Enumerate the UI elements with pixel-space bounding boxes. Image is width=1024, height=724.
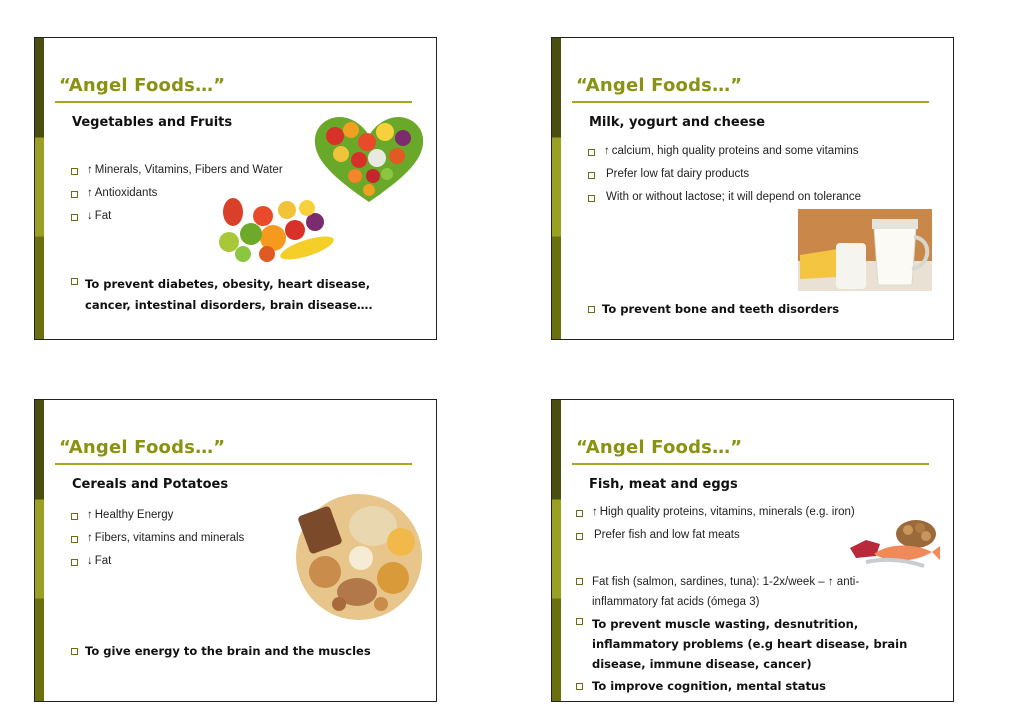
- slide-accent-bar: [552, 38, 561, 339]
- bullet-item: ↑ High quality proteins, vitamins, minerals (e.g. iron): [576, 501, 855, 524]
- arrow-up-icon: ↑: [604, 145, 610, 157]
- slide-title: “Angel Foods…”: [576, 75, 743, 96]
- arrow-up-icon: ↑: [87, 187, 93, 199]
- bullet-item: ↑ Minerals, Vitamins, Fibers and Water: [71, 159, 283, 182]
- title-underline: [55, 101, 412, 103]
- arrow-up-icon: ↑: [87, 532, 93, 544]
- slide-vegetables-fruits: [34, 37, 437, 340]
- bullet-square-icon: [71, 559, 78, 566]
- dairy-image: [798, 209, 932, 291]
- bullet-square-icon: [588, 149, 595, 156]
- bullet-item: ↑ Healthy Energy: [71, 504, 244, 527]
- slide-cereals-potatoes: [34, 399, 437, 702]
- bottom-bullet: To prevent bone and teeth disorders: [588, 302, 839, 316]
- title-underline: [572, 463, 929, 465]
- fruit-pile-image: [211, 190, 337, 264]
- bullet-square-icon: [71, 214, 78, 221]
- bullet-square-icon: [576, 510, 583, 517]
- slide-accent-bar: [35, 400, 44, 701]
- bullet-item: ↓ Fat: [71, 550, 244, 573]
- bullet-square-icon: [71, 278, 78, 285]
- bullet-item-fat-fish: Fat fish (salmon, sardines, tuna): 1-2x/week – ↑ anti- inflammatory fat acids (ómega 3): [576, 572, 859, 612]
- bullet-square-icon: [71, 536, 78, 543]
- bullet-list: [71, 504, 244, 573]
- title-underline: [55, 463, 412, 465]
- bullet-item: With or without lactose; it will depend on tolerance: [588, 186, 861, 209]
- bullet-item: ↓ Fat: [71, 205, 283, 228]
- slide-heading: Cereals and Potatoes: [72, 477, 229, 492]
- arrow-down-icon: ↓: [87, 210, 93, 222]
- slide-heading: Fish, meat and eggs: [589, 477, 738, 492]
- bullet-item: ↑ Antioxidants: [71, 182, 283, 205]
- bottom-bullet: To prevent diabetes, obesity, heart disease, cancer, intestinal disorders, brain disease….: [71, 274, 373, 316]
- bullet-square-icon: [576, 683, 583, 690]
- slide-milk-yogurt-cheese: [551, 37, 954, 340]
- cereals-image: [291, 492, 427, 622]
- bullet-list: [576, 501, 855, 547]
- bullet-list: [588, 140, 861, 209]
- bullet-square-icon: [588, 195, 595, 202]
- bullet-square-icon: [576, 578, 583, 585]
- slide-title: “Angel Foods…”: [59, 437, 226, 458]
- bullet-square-icon: [71, 648, 78, 655]
- bottom-bullet: To prevent muscle wasting, desnutrition, inflammatory problems (e.g heart disease, brain disease, immune disease, cancer): [576, 614, 931, 674]
- bottom-bullet: To give energy to the brain and the muscles: [71, 644, 371, 658]
- bullet-square-icon: [588, 306, 595, 313]
- bullet-square-icon: [71, 168, 78, 175]
- slide-heading: Vegetables and Fruits: [72, 115, 233, 130]
- slide-title: “Angel Foods…”: [59, 75, 226, 96]
- title-underline: [572, 101, 929, 103]
- slide-accent-bar: [552, 400, 561, 701]
- bullet-square-icon: [588, 172, 595, 179]
- fish-meat-eggs-image: [846, 518, 940, 570]
- bullet-square-icon: [71, 513, 78, 520]
- bullet-item: ↑ calcium, high quality proteins and some vitamins: [588, 140, 861, 163]
- slide-title: “Angel Foods…”: [576, 437, 743, 458]
- slide-accent-bar: [35, 38, 44, 339]
- bullet-square-icon: [576, 533, 583, 540]
- arrow-up-icon: ↑: [87, 509, 93, 521]
- bottom-bullet-cognition: To improve cognition, mental status: [576, 679, 826, 693]
- bullet-item: ↑ Fibers, vitamins and minerals: [71, 527, 244, 550]
- bullet-item: Prefer fish and low fat meats: [576, 524, 855, 547]
- arrow-down-icon: ↓: [87, 555, 93, 567]
- arrow-up-icon: ↑: [592, 506, 598, 518]
- bullet-item: Prefer low fat dairy products: [588, 163, 861, 186]
- bullet-square-icon: [576, 618, 583, 625]
- slide-fish-meat-eggs: [551, 399, 954, 702]
- bullet-square-icon: [71, 191, 78, 198]
- slide-heading: Milk, yogurt and cheese: [589, 115, 766, 130]
- arrow-up-icon: ↑: [87, 164, 93, 176]
